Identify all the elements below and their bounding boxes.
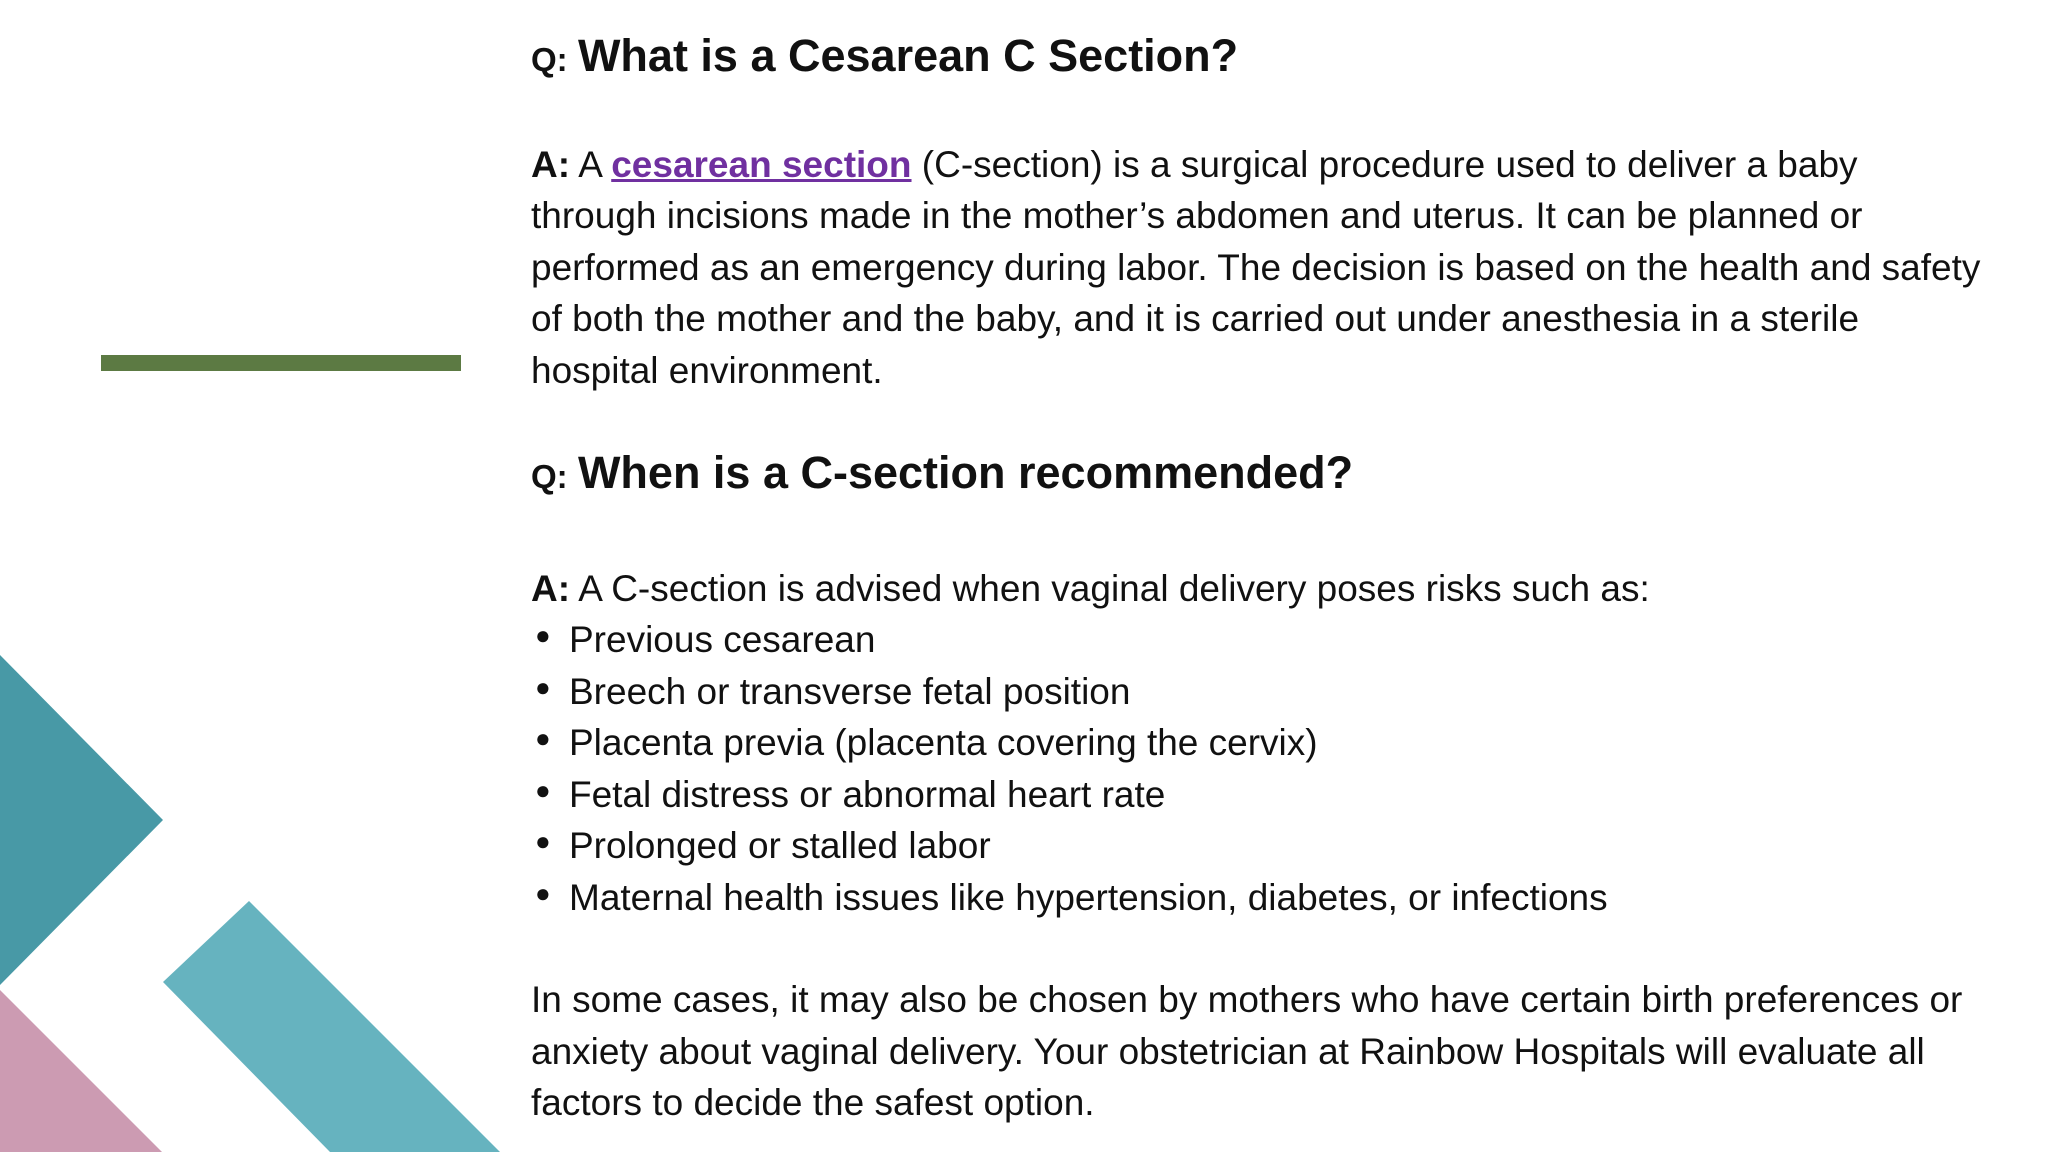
teal-triangle-shape [0, 655, 163, 985]
faq-answer-1 [531, 139, 1991, 397]
faq-question-1 [531, 30, 1991, 86]
answer-label: A: [531, 567, 571, 609]
list-item: ● Prolonged or stalled labor [531, 820, 1991, 872]
bullet-icon: ● [535, 671, 551, 702]
closing-paragraph: In some cases, it may also be chosen by mothers who have certain birth preferences or anxiety about vaginal delivery. Your obstetrician at Rainbow Hospitals will evaluate all factors to decide the safest option. [531, 979, 1963, 1123]
question-label: Q: [531, 41, 568, 78]
bullet-icon: ● [535, 620, 551, 650]
list-item: ● Placenta previa (placenta covering the cervix) [531, 717, 1991, 769]
list-item: ● Maternal health issues like hypertension, diabetes, or infections [531, 872, 1991, 924]
risk-list [531, 614, 1991, 923]
bullet-icon: ● [535, 723, 551, 753]
bullet-icon: ● [535, 774, 551, 805]
answer-intro: A C-section is advised when vaginal delivery poses risks such as: [578, 567, 1650, 609]
bullet-icon: ● [535, 877, 551, 908]
answer-prefix: A [578, 143, 601, 185]
cesarean-section-link[interactable]: cesarean section [611, 143, 912, 185]
faq-content [531, 30, 1991, 1129]
list-item: ● Breech or transverse fetal position [531, 666, 1991, 718]
answer-text: (C-section) is a surgical procedure used to deliver a baby through incisions made in the mother’s abdomen and uterus. It can be planned or performed as an emergency during labor. The decision is based on the health and safety of both the mother and the baby, and it is carried out under anesthesia in a sterile hospital environment. [531, 143, 1981, 391]
accent-bar [101, 355, 461, 371]
list-item: ● Fetal distress or abnormal heart rate [531, 769, 1991, 821]
light-teal-stripe-shape [163, 901, 500, 1152]
question-label: Q: [531, 458, 568, 495]
faq-question-2 [531, 447, 1991, 503]
bullet-icon: ● [535, 826, 551, 856]
faq-answer-2-intro [531, 563, 1991, 615]
list-item: ● Previous cesarean [531, 614, 1991, 666]
question-text: What is a Cesarean C Section? [577, 30, 1239, 81]
question-text: When is a C-section recommended? [577, 447, 1354, 498]
answer-label: A: [531, 143, 571, 185]
pink-triangle-shape [0, 990, 162, 1152]
